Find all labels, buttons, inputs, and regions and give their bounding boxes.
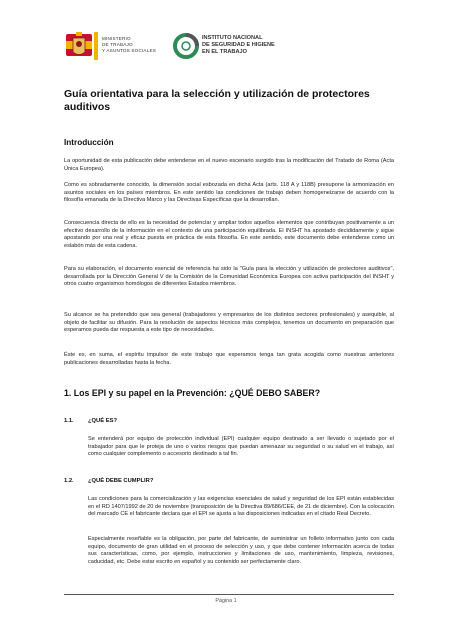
ministry-stripe bbox=[94, 32, 98, 60]
subsection-1-2-number: 1.2. bbox=[64, 478, 74, 484]
intro-paragraph-1: La oportunidad de esta publicación debe entenderse en el nuevo escenario surgido tras la modificación del Tratado de Roma (Acta Única Europea). bbox=[64, 158, 394, 172]
ministry-logo bbox=[64, 30, 174, 60]
subsection-1-1-paragraph: Se entenderá por equipo de protección individual (EPI) cualquier equipo destinado a ser llevado o sujetado por el trabajador para que le proteja de uno o varios riesgos que puedan amenazar su seguridad o su salud en el trabajo, así como cualquier complemento o accesorio destinado a tal fin. bbox=[88, 436, 394, 458]
coat-of-arms-icon bbox=[64, 30, 94, 60]
subsection-1-1-title: ¿QUÉ ES? bbox=[88, 418, 117, 424]
section-1-heading: 1. Los EPI y su papel en la Prevención: ¿QUÉ DEBO SABER? bbox=[64, 388, 321, 398]
intro-paragraph-2: Como es sobradamente conocido, la dimensión social esbozada en dicha Acta (arts. 118 A y 118B) presupone la armonización en asuntos sociales en los países miembros. En este sentido las condiciones de trabajo deben homogeneizarse de acuerdo con la filosofía emanada de la Directiva Marco y las Directivas Específicas que la desarrollan. bbox=[64, 182, 394, 204]
subsection-1-2-title: ¿QUÉ DEBE CUMPLIR? bbox=[88, 478, 154, 484]
document-title: Guía orientativa para la selección y utilización de protectores auditivos bbox=[64, 88, 370, 113]
insht-logo bbox=[172, 32, 392, 62]
intro-heading: Introducción bbox=[64, 138, 114, 147]
intro-paragraph-5: Su alcance se ha pretendido que sea general (trabajadores y empresarios de los distintos sectores profesionales) y asequible, al objeto de facilitar su difusión. Para la resolución de aspectos técnicos más complejos, tenemos un documento en preparación que esperamos pueda dar respuesta a este tipo de necesidades. bbox=[64, 312, 394, 334]
letterhead bbox=[64, 28, 394, 68]
subsection-1-2-paragraph-1: Las condiciones para la comercialización y las exigencias esenciales de salud y seguridad de los EPI están establecidas en el RD 1407/1992 de 20 de noviembre (transposición de la Directiva 89/686/CEE, de 21 de diciembre). Con la colocación del marcado CE el fabricante declara que el EPI se ajusta a las disposiciones indicadas en el citado Real Decreto. bbox=[88, 496, 394, 518]
subsection-1-2-paragraph-2: Especialmente reseñable es la obligación, por parte del fabricante, de suministrar un folleto informativo junto con cada equipo, documento de gran utilidad en el proceso de selección y uso, y que debe contener información acerca de todas sus características, como, por ejemplo, instrucciones y limitaciones de uso, mantenimiento, limpieza, revisiones, caducidad, etc. Debe estar escrito en español y su contenido ser perfectamente claro. bbox=[88, 536, 394, 566]
ministry-name: MINISTERIO DE TRABAJO Y ASUNTOS SOCIALES bbox=[102, 36, 156, 53]
subsection-1-1-number: 1.1. bbox=[64, 418, 74, 424]
intro-paragraph-4: Para su elaboración, el documento esencial de referencia ha sido la "Guía para la elección y utilización de protectores auditivos", desarrollada por la Dirección General V de la Comisión de la Comunidad Económica Europea con activa participación del INSHT y otros cuatro organismos homólogos de diferentes Estados miembros. bbox=[64, 266, 394, 288]
intro-paragraph-6: Éste es, en suma, el espíritu impulsor de este trabajo que esperamos tenga tan grata acogida como nuestras anteriores publicaciones desarrolladas hasta la fecha. bbox=[64, 352, 394, 366]
page-number: Página 1 bbox=[215, 598, 237, 604]
insht-emblem-icon bbox=[172, 32, 200, 60]
institute-name: INSTITUTO NACIONAL DE SEGURIDAD E HIGIENE EN EL TRABAJO bbox=[202, 35, 275, 55]
footer-divider bbox=[64, 594, 394, 595]
intro-paragraph-3: Consecuencia directa de ello es la necesidad de potenciar y ampliar todos aquellos elementos que contribuyan positivamente a un efectivo desarrollo de la información en el contexto de una participación equilibrada. El INSHT ha apostado decididamente y sigue apostando por una real y eficaz puesta en práctica de esta filosofía. En este sentido, este documento debe entenderse como un eslabón más de esta cadena. bbox=[64, 220, 394, 250]
